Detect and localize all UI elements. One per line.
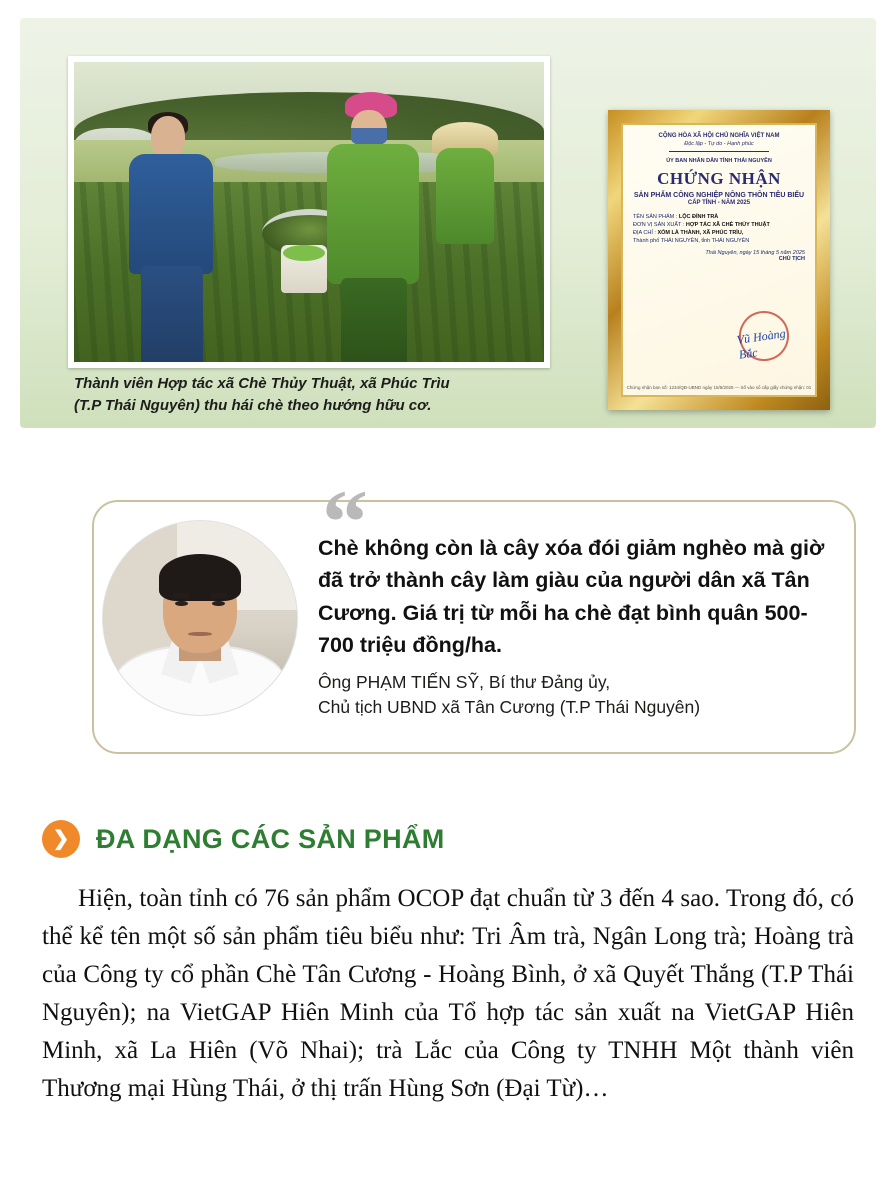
photo-caption-line2: (T.P Thái Nguyên) thu hái chè theo hướng hữu cơ. bbox=[74, 396, 432, 414]
photo-person-blue-shirt bbox=[121, 116, 231, 362]
quote-attribution bbox=[318, 670, 838, 721]
photo-caption-line1: Thành viên Hợp tác xã Chè Thủy Thuật, xã Phúc Trìu bbox=[74, 375, 450, 392]
certificate-subtitle-2: CẤP TỈNH - NĂM 2025 bbox=[687, 200, 751, 207]
certificate-field-address-label: ĐỊA CHỈ bbox=[633, 229, 653, 236]
certificate-field-address-value: XÓM LÀ THÀNH, XÃ PHÚC TRÌU, bbox=[657, 229, 744, 236]
pull-quote-block bbox=[92, 471, 856, 754]
certificate-field-producer-value: HỢP TÁC XÃ CHÈ THỦY THUẬT bbox=[685, 221, 770, 228]
tea-harvest-photo bbox=[74, 62, 544, 362]
avatar bbox=[102, 520, 298, 716]
certificate-field-producer-label: ĐƠN VỊ SẢN XUẤT bbox=[633, 221, 682, 228]
certificate-field-address-2: Thành phố THÁI NGUYÊN, tỉnh THÁI NGUYÊN bbox=[633, 237, 750, 244]
certificate-field-product-label: TÊN SẢN PHẨM bbox=[633, 213, 675, 220]
top-photo-block bbox=[20, 18, 876, 428]
certificate-signature: Vũ Hoàng Bắc bbox=[735, 326, 787, 362]
certificate-field-product: TÊN SẢN PHẨM : LỘC ĐỈNH TRÀ bbox=[633, 213, 719, 220]
certificate-motto: Độc lập - Tự do - Hạnh phúc bbox=[684, 140, 754, 147]
certificate-nation: CỘNG HÒA XÃ HỘI CHỦ NGHĨA VIỆT NAM bbox=[658, 133, 780, 139]
certificate-footer: Chứng nhận ban số: 1234/QĐ-UBND ngày 15/5/2025 — Số vào sổ cấp giấy chứng nhận: 01 bbox=[626, 384, 812, 390]
certificate-date: Thái Nguyên, ngày 15 tháng 5 năm 2025 bbox=[705, 249, 805, 256]
certificate-title: CHỨNG NHẬN bbox=[657, 169, 781, 189]
quote-text: Chè không còn là cây xóa đói giảm nghèo mà giờ đã trở thành cây làm giàu của người dân xã Tân Cương. Giá trị từ mỗi ha chè đạt bình quân 500-700 triệu đồng/ha. bbox=[318, 536, 825, 657]
photo-stool bbox=[281, 245, 327, 293]
photo-person-conical-hat bbox=[422, 122, 508, 308]
certificate-field-product-value: LỘC ĐỈNH TRÀ bbox=[678, 213, 719, 220]
tea-harvest-photo-frame bbox=[68, 56, 550, 368]
quote-mark-icon: “ bbox=[322, 471, 364, 573]
arrow-right-icon: ❯ bbox=[42, 820, 80, 858]
certificate-field-address: ĐỊA CHỈ : XÓM LÀ THÀNH, XÃ PHÚC TRÌU, bbox=[633, 229, 744, 236]
certificate-frame bbox=[608, 110, 830, 410]
certificate-subtitle: SẢN PHẨM CÔNG NGHIỆP NÔNG THÔN TIÊU BIỂU bbox=[633, 191, 805, 199]
page-title: ĐA DẠNG CÁC SẢN PHẨM bbox=[96, 823, 445, 854]
article-paragraph: Hiện, toàn tỉnh có 76 sản phẩm OCOP đạt chuẩn từ 3 đến 4 sao. Trong đó, có thể kể tên một số sản phẩm tiêu biểu như: Tri Âm trà, Ngân Long trà; Hoàng trà của Công ty cổ phần Chè Tân Cương - Hoàng Bình, ở xã Quyết Thắng (T.P Thái Nguyên); na VietGAP Hiên Minh của Tổ hợp tác sản xuất na VietGAP Hiên Minh, xã La Hiên (Võ Nhai); trà Lắc của Công ty TNHH Một thành viên Thương mại Hùng Thái, ở thị trấn Hùng Sơn (Đại Từ)… bbox=[42, 885, 854, 1102]
certificate-signer-role: CHỦ TỊCH bbox=[778, 255, 805, 262]
certificate-field-producer: ĐƠN VỊ SẢN XUẤT : HỢP TÁC XÃ CHÈ THỦY THUẬT bbox=[633, 221, 770, 228]
section-heading bbox=[42, 820, 445, 858]
quote-attribution-line2: Chủ tịch UBND xã Tân Cương (T.P Thái Nguyên) bbox=[318, 697, 701, 718]
certificate-org: ỦY BAN NHÂN DÂN TỈNH THÁI NGUYÊN bbox=[666, 158, 772, 165]
certificate-divider bbox=[669, 151, 769, 152]
certificate-document bbox=[621, 123, 817, 397]
quote-attribution-line1: Ông PHẠM TIẾN SỸ, Bí thư Đảng ủy, bbox=[318, 672, 611, 692]
photo-caption bbox=[74, 373, 544, 417]
